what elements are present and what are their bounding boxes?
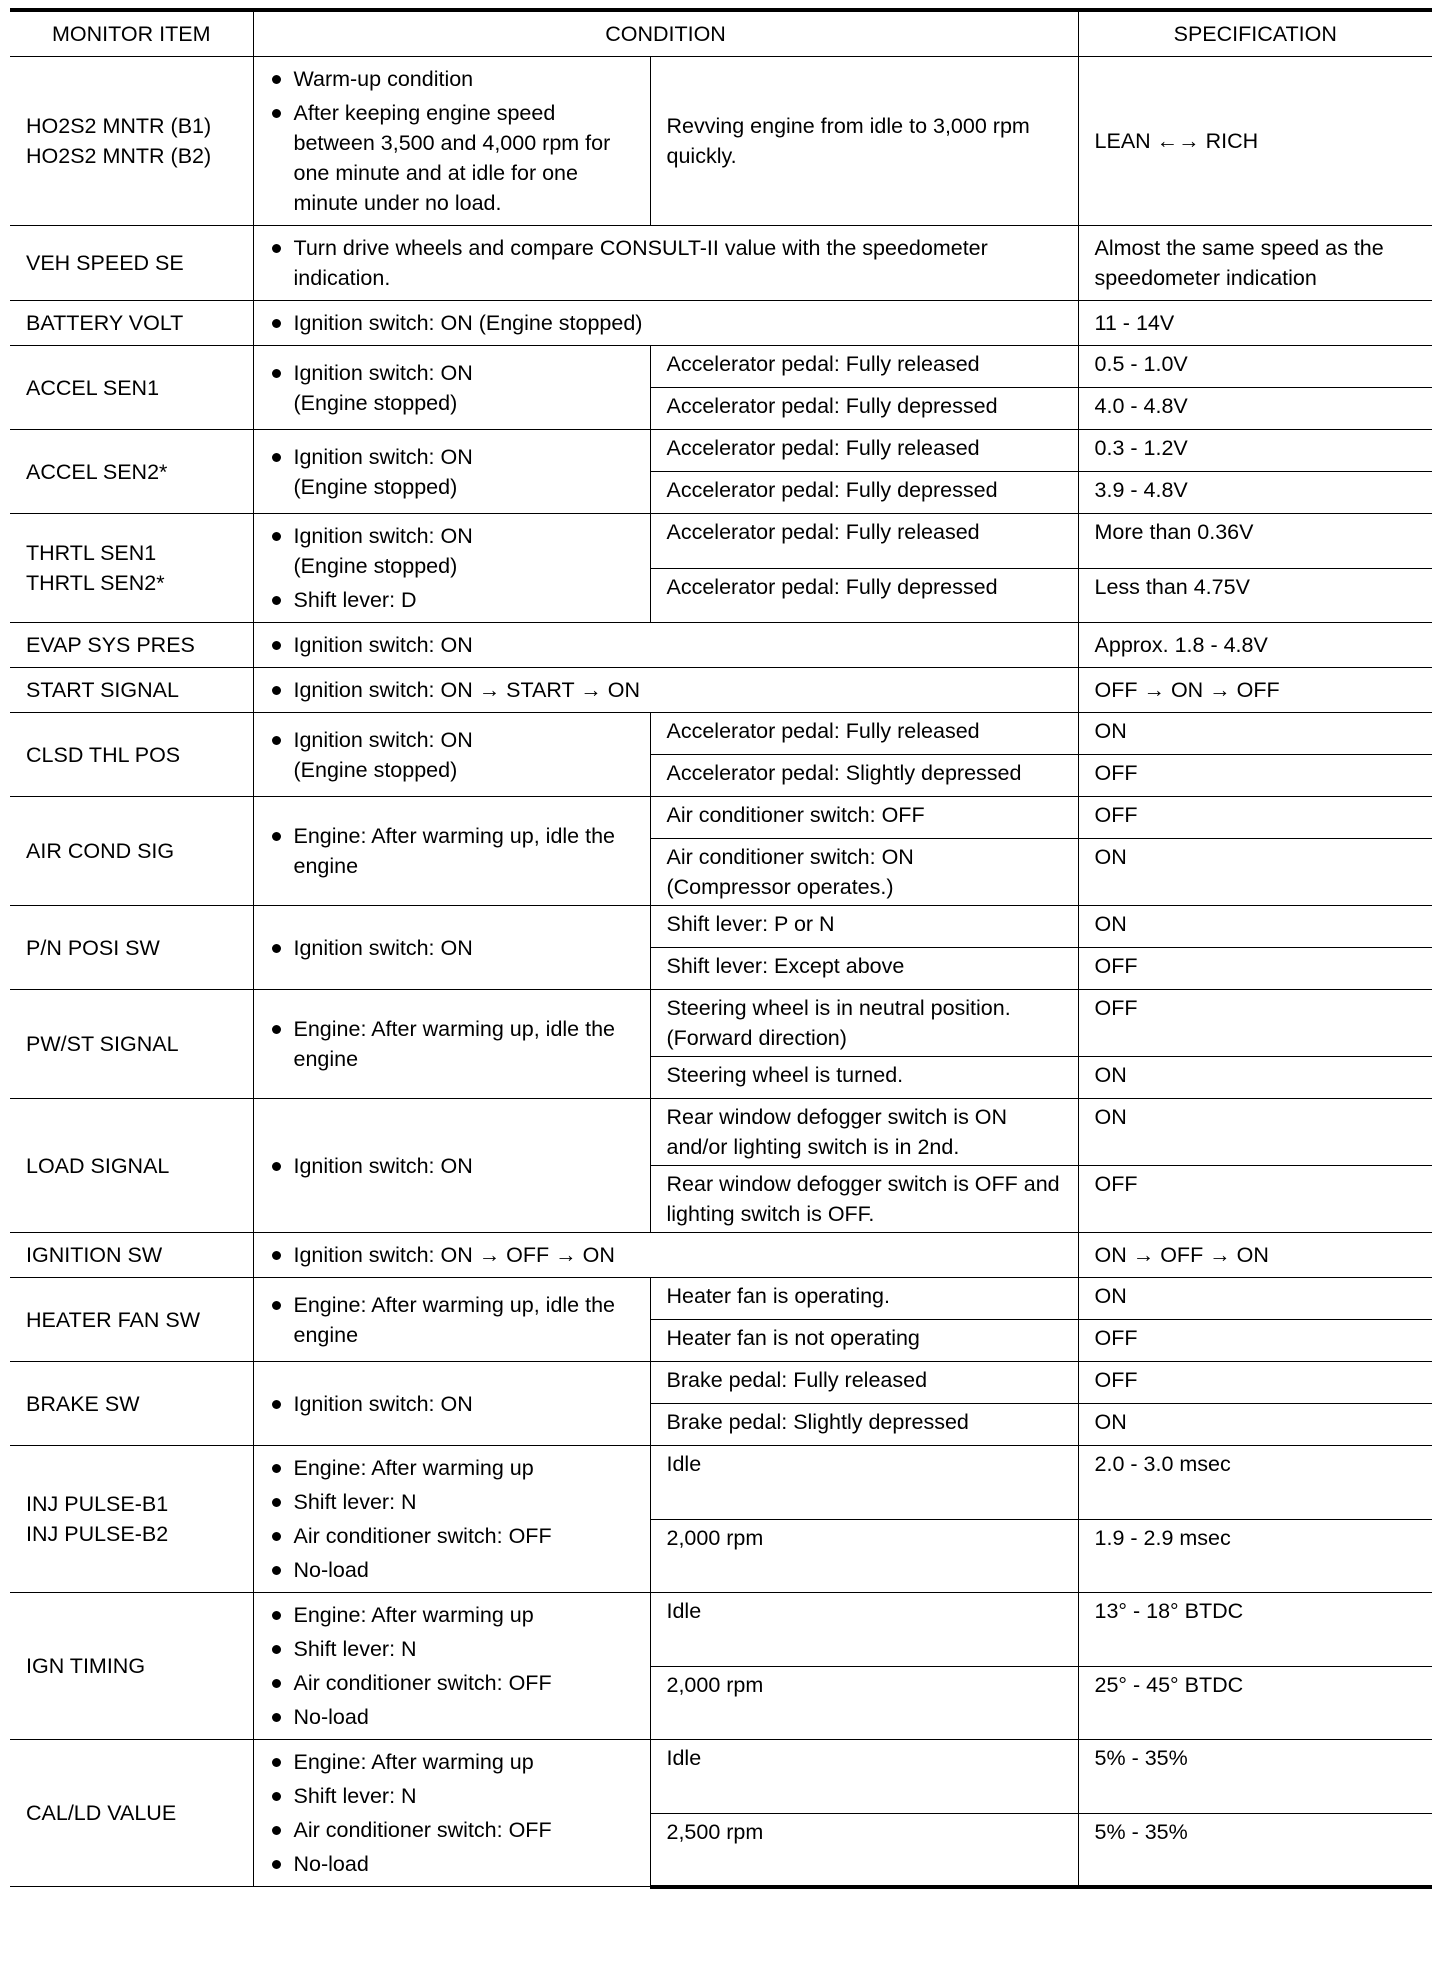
monitor-item-name: HEATER FAN SW (26, 1307, 201, 1332)
specification-cell: 2.0 - 3.0 msec (1078, 1446, 1432, 1520)
condition-bullet: Turn drive wheels and compare CONSULT-II value with the speedometer indication. (270, 233, 1064, 293)
condition-list (270, 1600, 636, 1732)
monitor-item-name: IGN TIMING (26, 1654, 146, 1678)
monitor-item-name: CLSD THL POS (26, 742, 181, 767)
sub-condition-cell: 2,500 rpm (650, 1813, 1078, 1887)
monitor-item-cell (10, 713, 253, 797)
specification-cell: 5% - 35% (1078, 1740, 1432, 1814)
table-header-row (10, 10, 1432, 57)
condition-bullet: Ignition switch: ON → OFF → ON (270, 1240, 1064, 1270)
specification-cell: 11 - 14V (1078, 301, 1432, 346)
condition-cell (253, 301, 1078, 346)
header-specification: SPECIFICATION (1078, 10, 1432, 57)
monitor-item-cell (10, 906, 253, 990)
condition-list (270, 64, 636, 218)
sub-condition-cell: Brake pedal: Slightly depressed (650, 1404, 1078, 1446)
header-condition: CONDITION (253, 10, 1078, 57)
condition-bullet: Ignition switch: ON (270, 630, 1064, 660)
condition-bullet: No-load (270, 1849, 636, 1879)
table-row (10, 226, 1432, 301)
condition-bullet: Shift lever: D (270, 585, 636, 615)
sub-condition-cell: Idle (650, 1740, 1078, 1814)
specification-cell: OFF (1078, 948, 1432, 990)
sub-condition-cell: 2,000 rpm (650, 1519, 1078, 1593)
monitor-item-name: INJ PULSE-B2 (26, 1522, 169, 1546)
table-row (10, 1593, 1432, 1667)
sub-condition-cell: Air conditioner switch: OFF (650, 797, 1078, 839)
table-row (10, 797, 1432, 839)
monitor-item-cell (10, 1446, 253, 1593)
condition-bullet: Engine: After warming up, idle the engine (270, 1290, 636, 1350)
condition-bullet: Ignition switch: ON (Engine stopped) (270, 442, 636, 502)
monitor-item-name: ACCEL SEN2* (26, 459, 168, 484)
condition-list (270, 358, 636, 418)
condition-list (270, 1014, 636, 1074)
monitor-spec-table (10, 8, 1432, 1889)
sub-condition-cell: Revving engine from idle to 3,000 rpm quickly. (650, 57, 1078, 226)
condition-list (270, 233, 1064, 293)
sub-condition-cell: Rear window defogger switch is ON and/or lighting switch is in 2nd. (650, 1099, 1078, 1166)
sub-condition-cell: Accelerator pedal: Fully depressed (650, 472, 1078, 514)
monitor-item-cell (10, 1593, 253, 1740)
condition-list (270, 1389, 636, 1419)
monitor-item-cell (10, 57, 253, 226)
table-row (10, 57, 1432, 226)
condition-list (270, 1747, 636, 1879)
condition-list (270, 630, 1064, 660)
condition-list (270, 1151, 636, 1181)
condition-bullet: Shift lever: N (270, 1634, 636, 1664)
condition-bullet: Shift lever: N (270, 1487, 636, 1517)
table-body (10, 57, 1432, 1887)
condition-bullet: Ignition switch: ON (Engine stopped) (270, 725, 636, 785)
monitor-item-cell (10, 990, 253, 1099)
condition-bullet: Air conditioner switch: OFF (270, 1815, 636, 1845)
specification-cell: 0.3 - 1.2V (1078, 430, 1432, 472)
sub-condition-cell: Steering wheel is in neutral position. (Forward direction) (650, 990, 1078, 1057)
table-row (10, 1446, 1432, 1520)
condition-bullet: No-load (270, 1555, 636, 1585)
specification-cell: Almost the same speed as the speedometer indication (1078, 226, 1432, 301)
spec-table-container (10, 8, 1432, 1889)
monitor-item-cell (10, 226, 253, 301)
condition-list (270, 1453, 636, 1585)
condition-cell (253, 1233, 1078, 1278)
condition-bullet: Ignition switch: ON (Engine stopped) (270, 308, 1064, 338)
table-row (10, 1099, 1432, 1166)
monitor-item-cell (10, 1740, 253, 1887)
condition-list (270, 675, 1064, 705)
condition-bullet: After keeping engine speed between 3,500 and 4,000 rpm for one minute and at idle for one minute under no load. (270, 98, 636, 218)
sub-condition-cell: Accelerator pedal: Fully released (650, 346, 1078, 388)
specification-cell: OFF (1078, 1362, 1432, 1404)
table-row (10, 906, 1432, 948)
specification-cell: 5% - 35% (1078, 1813, 1432, 1887)
monitor-item-name: PW/ST SIGNAL (26, 1032, 179, 1056)
monitor-item-cell (10, 1099, 253, 1233)
sub-condition-cell: Air conditioner switch: ON (Compressor operates.) (650, 839, 1078, 906)
condition-cell (253, 346, 650, 430)
table-row (10, 713, 1432, 755)
monitor-item-name: HO2S2 MNTR (B1) (26, 114, 212, 138)
condition-cell (253, 990, 650, 1099)
condition-bullet: Engine: After warming up (270, 1747, 636, 1777)
monitor-item-cell (10, 346, 253, 430)
condition-list (270, 442, 636, 502)
condition-bullet: No-load (270, 1702, 636, 1732)
table-row (10, 1233, 1432, 1278)
condition-bullet: Air conditioner switch: OFF (270, 1668, 636, 1698)
monitor-item-name: THRTL SEN2* (26, 571, 165, 595)
sub-condition-cell: Heater fan is operating. (650, 1278, 1078, 1320)
monitor-item-cell (10, 514, 253, 623)
sub-condition-cell: Idle (650, 1593, 1078, 1667)
monitor-item-name: EVAP SYS PRES (26, 633, 195, 657)
condition-cell (253, 1446, 650, 1593)
monitor-item-name: IGNITION SW (26, 1243, 163, 1267)
condition-bullet: Warm-up condition (270, 64, 636, 94)
monitor-item-cell (10, 1278, 253, 1362)
header-monitor-item: MONITOR ITEM (10, 10, 253, 57)
condition-bullet: Ignition switch: ON (Engine stopped) (270, 358, 636, 418)
specification-cell: ON (1078, 1099, 1432, 1166)
table-row (10, 1740, 1432, 1814)
specification-cell: OFF (1078, 990, 1432, 1057)
sub-condition-cell: Accelerator pedal: Fully released (650, 713, 1078, 755)
monitor-item-name: LOAD SIGNAL (26, 1153, 170, 1178)
monitor-item-name: VEH SPEED SE (26, 251, 184, 275)
table-row (10, 990, 1432, 1057)
table-row (10, 1362, 1432, 1404)
condition-list (270, 1240, 1064, 1270)
specification-cell: OFF (1078, 755, 1432, 797)
specification-cell: OFF (1078, 1320, 1432, 1362)
monitor-item-name: INJ PULSE-B1 (26, 1492, 169, 1516)
sub-condition-cell: Heater fan is not operating (650, 1320, 1078, 1362)
condition-list (270, 308, 1064, 338)
monitor-item-name: BRAKE SW (26, 1391, 140, 1416)
condition-bullet: Engine: After warming up (270, 1600, 636, 1630)
condition-bullet: Ignition switch: ON → START → ON (270, 675, 1064, 705)
condition-bullet: Engine: After warming up, idle the engine (270, 821, 636, 881)
specification-cell: ON (1078, 1278, 1432, 1320)
condition-list (270, 725, 636, 785)
sub-condition-cell: Brake pedal: Fully released (650, 1362, 1078, 1404)
condition-bullet: Shift lever: N (270, 1781, 636, 1811)
table-row (10, 514, 1432, 569)
condition-list (270, 933, 636, 963)
condition-bullet: Ignition switch: ON (270, 1151, 636, 1181)
condition-bullet: Air conditioner switch: OFF (270, 1521, 636, 1551)
specification-cell: ON (1078, 1404, 1432, 1446)
monitor-item-cell (10, 1233, 253, 1278)
sub-condition-cell: Accelerator pedal: Fully depressed (650, 568, 1078, 623)
specification-cell: Approx. 1.8 - 4.8V (1078, 623, 1432, 668)
condition-bullet: Ignition switch: ON (270, 933, 636, 963)
monitor-item-name: AIR COND SIG (26, 839, 175, 863)
condition-cell (253, 906, 650, 990)
condition-bullet: Engine: After warming up (270, 1453, 636, 1483)
specification-cell: 3.9 - 4.8V (1078, 472, 1432, 514)
sub-condition-cell: Shift lever: Except above (650, 948, 1078, 990)
condition-cell (253, 623, 1078, 668)
monitor-item-name: CAL/LD VALUE (26, 1801, 177, 1825)
specification-cell: ON (1078, 906, 1432, 948)
monitor-item-cell (10, 301, 253, 346)
monitor-item-cell (10, 1362, 253, 1446)
monitor-item-cell (10, 430, 253, 514)
table-row (10, 346, 1432, 388)
monitor-item-cell (10, 623, 253, 668)
condition-cell (253, 57, 650, 226)
table-row (10, 668, 1432, 713)
condition-cell (253, 1099, 650, 1233)
specification-cell: LEAN ←→ RICH (1078, 57, 1432, 226)
monitor-item-cell (10, 797, 253, 906)
monitor-item-cell (10, 668, 253, 713)
sub-condition-cell: Shift lever: P or N (650, 906, 1078, 948)
specification-cell: 25° - 45° BTDC (1078, 1666, 1432, 1740)
specification-cell: Less than 4.75V (1078, 568, 1432, 623)
monitor-item-name: BATTERY VOLT (26, 311, 184, 335)
specification-cell: ON (1078, 713, 1432, 755)
table-row (10, 430, 1432, 472)
monitor-item-name: THRTL SEN1 (26, 541, 157, 565)
condition-cell (253, 1362, 650, 1446)
monitor-item-name: HO2S2 MNTR (B2) (26, 144, 212, 168)
specification-cell: OFF (1078, 797, 1432, 839)
condition-cell (253, 226, 1078, 301)
condition-list (270, 821, 636, 881)
condition-cell (253, 668, 1078, 713)
table-row (10, 623, 1432, 668)
sub-condition-cell: Accelerator pedal: Fully released (650, 430, 1078, 472)
specification-cell: 13° - 18° BTDC (1078, 1593, 1432, 1667)
monitor-item-name: ACCEL SEN1 (26, 375, 160, 400)
sub-condition-cell: Rear window defogger switch is OFF and lighting switch is OFF. (650, 1166, 1078, 1233)
condition-bullet: Ignition switch: ON (270, 1389, 636, 1419)
monitor-item-name: START SIGNAL (26, 678, 179, 702)
specification-cell: ON (1078, 1057, 1432, 1099)
table-row (10, 1278, 1432, 1320)
sub-condition-cell: Accelerator pedal: Fully released (650, 514, 1078, 569)
condition-cell (253, 514, 650, 623)
sub-condition-cell: Idle (650, 1446, 1078, 1520)
condition-bullet: Ignition switch: ON (Engine stopped) (270, 521, 636, 581)
condition-cell (253, 1740, 650, 1887)
specification-cell: 0.5 - 1.0V (1078, 346, 1432, 388)
specification-cell: ON → OFF → ON (1078, 1233, 1432, 1278)
sub-condition-cell: Steering wheel is turned. (650, 1057, 1078, 1099)
monitor-item-name: P/N POSI SW (26, 935, 160, 960)
condition-cell (253, 713, 650, 797)
sub-condition-cell: Accelerator pedal: Fully depressed (650, 388, 1078, 430)
condition-cell (253, 1593, 650, 1740)
condition-cell (253, 430, 650, 514)
condition-list (270, 521, 636, 615)
sub-condition-cell: 2,000 rpm (650, 1666, 1078, 1740)
condition-cell (253, 1278, 650, 1362)
specification-cell: 4.0 - 4.8V (1078, 388, 1432, 430)
condition-list (270, 1290, 636, 1350)
specification-cell: ON (1078, 839, 1432, 906)
specification-cell: More than 0.36V (1078, 514, 1432, 569)
table-row (10, 301, 1432, 346)
specification-cell: OFF → ON → OFF (1078, 668, 1432, 713)
condition-cell (253, 797, 650, 906)
specification-cell: 1.9 - 2.9 msec (1078, 1519, 1432, 1593)
sub-condition-cell: Accelerator pedal: Slightly depressed (650, 755, 1078, 797)
specification-cell: OFF (1078, 1166, 1432, 1233)
condition-bullet: Engine: After warming up, idle the engine (270, 1014, 636, 1074)
